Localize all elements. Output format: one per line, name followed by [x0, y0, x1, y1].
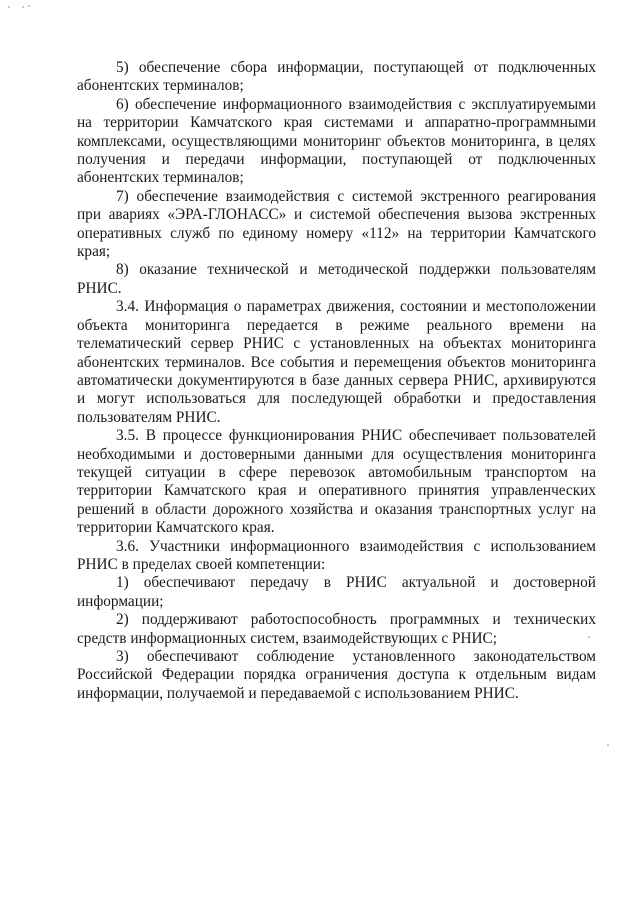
section-3-4: 3.4. Информация о параметрах движения, состоянии и местоположении объекта мониторинга передается в режиме реального времени на телематический сервер РНИС с установленных на объектах мониторинга абонентских терминалов. Все события и перемещения объектов мониторинга автоматически документируются в базе данных сервера РНИС, архивируются и могут использоваться для последующей обработки и предоставления пользователям РНИС. — [77, 298, 596, 426]
document-body — [77, 59, 596, 703]
list-item-8: 8) оказание технической и методической поддержки пользователям РНИС. — [77, 261, 596, 297]
scan-speck — [28, 5, 30, 7]
sublist-item-2: 2) поддерживают работоспособность программных и технических средств информационных систем, взаимодействующих с РНИС; — [77, 611, 596, 647]
scan-speck — [8, 6, 10, 8]
list-item-7: 7) обеспечение взаимодействия с системой экстренного реагирования при авариях «ЭРА-ГЛОНАСС» и системой обеспечения вызова экстренных оперативных служб по единому номеру «112» на территории Камчатского края; — [77, 187, 596, 261]
list-item-5: 5) обеспечение сбора информации, поступающей от подключенных абонентских терминалов; — [77, 59, 596, 95]
scan-speck — [588, 636, 590, 638]
section-3-5: 3.5. В процессе функционирования РНИС обеспечивает пользователей необходимыми и достоверными данными для осуществления мониторинга текущей ситуации в сфере перевозок автомобильным транспортом на территории Камчатского края и оперативного принятия управленческих решений в области дорожного хозяйства и оказания транспортных услуг на территории Камчатского края. — [77, 427, 596, 537]
sublist-item-3: 3) обеспечивают соблюдение установленного законодательством Российской Федерации порядка ограничения доступа к отдельным видам информации, получаемой и передаваемой с использованием РНИС. — [77, 648, 596, 702]
sublist-item-1: 1) обеспечивают передачу в РНИС актуальной и достоверной информации; — [77, 574, 596, 610]
scan-speck — [22, 6, 24, 8]
scan-speck — [607, 744, 609, 746]
list-item-6: 6) обеспечение информационного взаимодействия с эксплуатируемыми на территории Камчатского края системами и аппаратно-программными комплексами, осуществляющими мониторинг объектов мониторинга, в целях получения и передачи информации, поступающей от подключенных абонентских терминалов; — [77, 95, 596, 187]
section-3-6: 3.6. Участники информационного взаимодействия с использованием РНИС в пределах своей компетенции: — [77, 537, 596, 573]
